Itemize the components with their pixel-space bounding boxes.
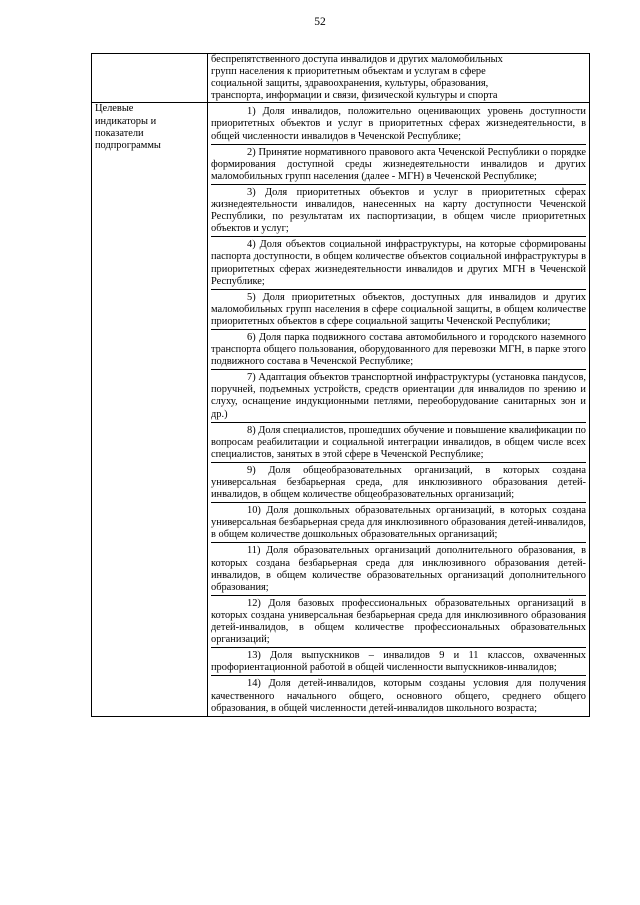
page-number: 52 — [314, 16, 326, 28]
continuation-text-cell — [208, 54, 590, 103]
indicator-item: 3) Доля приоритетных объектов и услуг в приоритетных сферах жизнедеятельности инвалидов, нанесенных на карту доступности Чеченской Республики, по результатам их паспортизации, в общем числе приоритетных объектов и услуг; — [211, 184, 586, 236]
indicator-item: 7) Адаптация объектов транспортной инфраструктуры (установка пандусов, поручней, подъемных устройств, средств ориентации для инвалидов по зрению и слуху, оснащение индукционными петлями, переоборудование санитарных зон и др.) — [211, 369, 586, 421]
indicator-item: 6) Доля парка подвижного состава автомобильного и городского наземного транспорта общего пользования, оборудованного для перевозки МГН, в парке этого подвижного состава в Чеченской Республике; — [211, 329, 586, 369]
indicator-item: 5) Доля приоритетных объектов, доступных для инвалидов и других маломобильных групп населения в сфере социальной защиты, в общем количестве приоритетных объектов в сфере социальной защиты Чеченской Республики; — [211, 289, 586, 329]
indicator-item: 8) Доля специалистов, прошедших обучение и повышение квалификации по вопросам реабилитации и социальной интеграции инвалидов, в общем числе всех специалистов, занятых в этой сфере в Чеченской Республике; — [211, 422, 586, 462]
indicators-cell — [208, 103, 590, 716]
indicator-item: 12) Доля базовых профессиональных образовательных организаций в которых создана универсальная безбарьерная среда для инклюзивного образования детей-инвалидов, в общем количестве профессиональных образовательных организаций; — [211, 595, 586, 647]
indicator-item: 11) Доля образовательных организаций дополнительного образования, в которых создана безбарьерная среда для инклюзивного образования детей-инвалидов, в общем количестве образовательных организаций дополнительного образования; — [211, 542, 586, 594]
section-label-cell — [92, 103, 208, 716]
continuation-line: групп населения к приоритетным объектам и услугам в сфере — [211, 66, 486, 78]
empty-label-cell — [92, 54, 208, 103]
indicator-item: 2) Принятие нормативного правового акта Чеченской Республики о порядке формирования доступной среды жизнедеятельности инвалидов и других маломобильных групп населения (далее - МГН) в Чеченской Республике; — [211, 144, 586, 184]
indicator-item: 14) Доля детей-инвалидов, которым созданы условия для получения качественного начального общего, основного общего, среднего общего образования, в общей численности детей-инвалидов школьного возраста; — [211, 675, 586, 715]
indicator-item: 9) Доля общеобразовательных организаций, в которых создана универсальная безбарьерная среда, для инклюзивного образования детей-инвалидов, в общем количестве общеобразовательных организаций; — [211, 462, 586, 502]
section-label-line: показатели — [95, 127, 144, 139]
section-label-line: Целевые — [95, 103, 134, 115]
continuation-line: социальной защиты, здравоохранения, культуры, образования, — [211, 78, 489, 90]
continuation-line: беспрепятственного доступа инвалидов и других маломобильных — [211, 54, 503, 65]
table-row-continuation — [92, 54, 590, 103]
indicator-item: 10) Доля дошкольных образовательных организаций, в которых создана универсальная безбарьерная среда для инклюзивного образования детей-инвалидов, в общем количестве дошкольных образовательных организаций; — [211, 502, 586, 542]
indicator-item: 1) Доля инвалидов, положительно оценивающих уровень доступности приоритетных объектов и услуг в приоритетных сферах жизнедеятельности, в общей численности инвалидов в Чеченской Республике; — [211, 106, 586, 142]
program-table — [91, 53, 590, 717]
continuation-line: транспорта, информации и связи, физической культуры и спорта — [211, 90, 498, 102]
table-row-indicators — [92, 103, 590, 716]
indicator-item: 13) Доля выпускников – инвалидов 9 и 11 классов, охваченных профориентационной работой в общей численности выпускников-инвалидов; — [211, 647, 586, 675]
section-label-line: индикаторы и — [95, 115, 157, 127]
indicator-item: 4) Доля объектов социальной инфраструктуры, на которые сформированы паспорта доступности, в общем количестве объектов социальной инфраструктуры в приоритетных сферах жизнедеятельности инвалидов и других МГН в Чеченской Республике; — [211, 236, 586, 288]
section-label-line: подпрограммы — [95, 140, 161, 152]
